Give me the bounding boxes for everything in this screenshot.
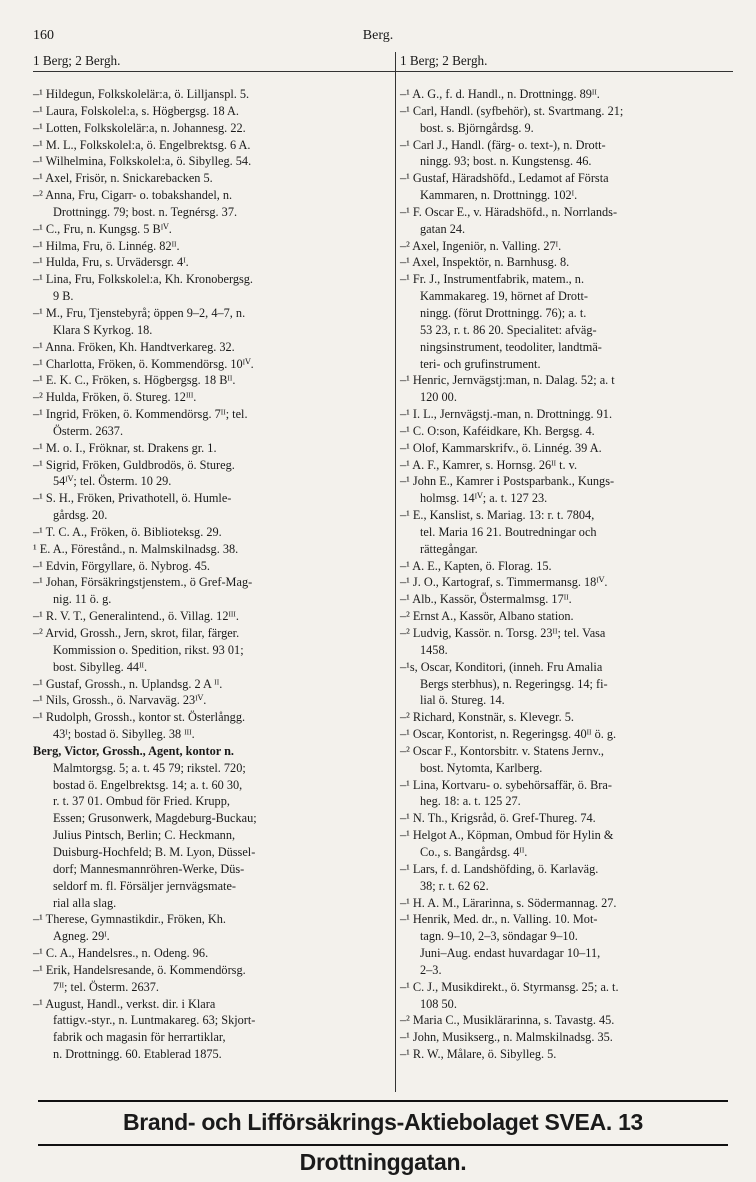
directory-line: –¹ Henrik, Med. dr., n. Valling. 10. Mot-: [400, 912, 598, 927]
directory-line: –² Ernst A., Kassör, Albano station.: [400, 609, 574, 624]
directory-line: –¹ A. E., Kapten, ö. Florag. 15.: [400, 558, 552, 573]
directory-line: 54ᴵⱽ; tel. Österm. 10 29.: [53, 474, 172, 489]
directory-line: 1458.: [420, 642, 448, 657]
directory-line: gårdsg. 20.: [53, 508, 108, 523]
directory-line: –¹ C. A., Handelsres., n. Odeng. 96.: [33, 946, 209, 961]
directory-line: ningg. 93; bost. n. Kungstensg. 46.: [420, 154, 592, 169]
directory-line: 53 23, r. t. 86 20. Specialitet: afväg-: [420, 322, 597, 337]
directory-line: dorf; Mannesmannröhren-Werke, Düs-: [53, 861, 245, 876]
directory-line: tel. Maria 16 21. Boutredningar och: [420, 524, 597, 539]
footer-advertisement: Brand- och Lifförsäkrings-Aktiebolaget SVEA. 13 Drottninggatan.: [38, 1100, 728, 1146]
directory-line: bostad ö. Engelbrektsg. 14; a. t. 60 30,: [53, 777, 243, 792]
directory-line: –¹ Lina, Fru, Folkskolel:a, Kh. Kronobergsg.: [33, 272, 254, 287]
directory-line: 43ᴵ; bostad ö. Sibylleg. 38 ᴵᴵᴵ.: [53, 727, 195, 742]
directory-line: Kammaren, n. Drottningg. 102ᴵ.: [420, 188, 578, 203]
directory-line: –¹ Nils, Grossh., ö. Narvaväg. 23ᴵⱽ.: [33, 693, 207, 708]
directory-line: –¹ C. O:son, Kaféidkare, Kh. Bergsg. 4.: [400, 423, 595, 438]
directory-line: –¹ Lina, Kortvaru- o. sybehörsaffär, ö. Bra-: [400, 777, 612, 792]
directory-line: –² Richard, Konstnär, s. Klevegr. 5.: [400, 710, 574, 725]
directory-line: Bergs sterbhus), n. Regeringsg. 14; fi-: [420, 676, 608, 691]
directory-line: –¹ Erik, Handelsresande, ö. Kommendörsg.: [33, 962, 246, 977]
directory-line: 9 B.: [53, 289, 74, 304]
directory-line: –¹ E., Kanslist, s. Mariag. 13: r. t. 7804,: [400, 508, 595, 523]
directory-line: –¹ Therese, Gymnastikdir., Fröken, Kh.: [33, 912, 227, 927]
directory-line: rial alla slag.: [53, 895, 117, 910]
directory-line: n. Drottningg. 60. Etablerad 1875.: [53, 1047, 222, 1062]
running-head: Berg.: [362, 28, 394, 43]
directory-line: bost. Nytomta, Karlberg.: [420, 760, 543, 775]
directory-line: Österm. 2637.: [53, 423, 124, 438]
right-column-head: 1 Berg; 2 Bergh.: [400, 53, 488, 68]
directory-line: –¹ Sigrid, Fröken, Guldbrodös, ö. Stureg.: [33, 457, 235, 472]
directory-line: tagn. 9–10, 2–3, söndagar 9–10.: [420, 929, 578, 944]
left-column: [33, 86, 390, 1063]
directory-line: fattigv.-styr., n. Luntmakareg. 63; Skjort-: [53, 1013, 256, 1028]
directory-line: nig. 11 ö. g.: [53, 592, 112, 607]
directory-line: –¹ Hildegun, Folkskolelär:a, ö. Lilljanspl. 5.: [33, 87, 250, 101]
directory-line: –² Oscar F., Kontorsbitr. v. Statens Jernv.,: [400, 743, 604, 758]
directory-line: –¹ S. H., Fröken, Privathotell, ö. Humle-: [33, 491, 232, 506]
directory-line: –¹ Axel, Inspektör, n. Barnhusg. 8.: [400, 255, 570, 270]
directory-line: –¹ Alb., Kassör, Östermalmsg. 17ᴵᴵ.: [400, 592, 572, 607]
directory-line: –¹ C. J., Musikdirekt., ö. Styrmansg. 25; a. t.: [400, 979, 619, 994]
directory-line: Co., s. Bangårdsg. 4ᴵᴵ.: [420, 844, 528, 859]
directory-line: Drottningg. 79; bost. n. Tegnérsg. 37.: [53, 204, 238, 219]
directory-line: r. t. 37 01. Ombud för Fried. Krupp,: [53, 794, 230, 809]
directory-line: –¹ H. A. M., Lärarinna, s. Södermannag. 27.: [400, 895, 617, 910]
left-column-head: 1 Berg; 2 Bergh.: [33, 53, 121, 68]
directory-line: –² Hulda, Fröken, ö. Stureg. 12ᴵᴵᴵ.: [33, 390, 197, 405]
directory-line: Klara S Kyrkog. 18.: [53, 322, 153, 337]
directory-line: –¹ Carl, Handl. (syfbehör), st. Svartmang. 21;: [400, 103, 624, 118]
directory-line: –¹ Wilhelmina, Folkskolel:a, ö. Sibylleg. 54.: [33, 154, 252, 169]
directory-line: bost. Sibylleg. 44ᴵᴵ.: [53, 659, 148, 674]
directory-line: –¹ Anna. Fröken, Kh. Handtverkareg. 32.: [33, 339, 235, 354]
directory-line: Malmtorgsg. 5; a. t. 45 79; rikstel. 720;: [53, 760, 246, 775]
directory-line: seldorf m. fl. Försäljer jernvägsmate-: [53, 878, 237, 893]
directory-line: –¹ T. C. A., Fröken, ö. Biblioteksg. 29.: [33, 524, 222, 539]
directory-line: –¹ C., Fru, n. Kungsg. 5 Bᴵⱽ.: [33, 221, 172, 236]
directory-line: –¹ Johan, Försäkringstjenstem., ö Gref-Mag-: [33, 575, 253, 590]
directory-line: –¹s, Oscar, Konditori, (inneh. Fru Amalia: [400, 659, 603, 674]
directory-line: 120 00.: [420, 390, 457, 405]
directory-line: –¹ N. Th., Krigsråd, ö. Gref-Thureg. 74.: [400, 811, 596, 826]
directory-line: –¹ M. o. I., Fröknar, st. Drakens gr. 1.: [33, 440, 217, 455]
directory-line: Berg, Victor, Grossh., Agent, kontor n.: [33, 743, 234, 758]
directory-line: –¹ Lars, f. d. Landshöfding, ö. Karlaväg.: [400, 861, 599, 876]
directory-line: holmsg. 14ᴵⱽ; a. t. 127 23.: [420, 491, 548, 506]
page-number: 160: [33, 28, 54, 43]
directory-line: Julius Pintsch, Berlin; C. Heckmann,: [53, 828, 236, 843]
directory-line: –¹ Charlotta, Fröken, ö. Kommendörsg. 10ᴵⱽ.: [33, 356, 254, 371]
directory-line: 7ᴵᴵ; tel. Österm. 2637.: [53, 979, 160, 994]
directory-line: Agneg. 29ᴵ.: [53, 929, 110, 944]
directory-line: teri- och grufinstrument.: [420, 356, 541, 371]
directory-line: lial ö. Stureg. 14.: [420, 693, 505, 708]
directory-line: –¹ Rudolph, Grossh., kontor st. Österlångg.: [33, 710, 246, 725]
directory-line: –¹ John E., Kamrer i Postsparbank., Kungs-: [400, 474, 615, 489]
directory-line: Kommission o. Spedition, rikst. 93 01;: [53, 642, 244, 657]
directory-line: –¹ Henric, Jernvägstj:man, n. Dalag. 52; a. t: [400, 373, 615, 388]
right-column: [400, 86, 740, 1063]
directory-line: Essen; Grusonwerk, Magdeburg-Buckau;: [53, 811, 257, 826]
directory-line: –¹ M., Fru, Tjenstebyrå; öppen 9–2, 4–7, n.: [33, 305, 246, 320]
directory-line: –² Axel, Ingeniör, n. Valling. 27ᴵ.: [400, 238, 562, 253]
directory-line: –¹ Helgot A., Köpman, Ombud för Hylin &: [400, 828, 614, 843]
directory-line: –¹ E. K. C., Fröken, s. Högbergsg. 18 Bᴵᴵ.: [33, 373, 236, 388]
directory-line: –¹ Lotten, Folkskolelär:a, n. Johannesg. 22.: [33, 120, 246, 135]
directory-line: –¹ I. L., Jernvägstj.-man, n. Drottningg. 91.: [400, 407, 613, 422]
directory-line: –¹ A. G., f. d. Handl., n. Drottningg. 89ᴵᴵ.: [400, 87, 600, 101]
directory-line: –¹ R. W., Målare, ö. Sibylleg. 5.: [400, 1047, 557, 1062]
directory-line: –¹ Ingrid, Fröken, ö. Kommendörsg. 7ᴵᴵ; tel.: [33, 407, 248, 422]
directory-line: –¹ F. Oscar E., v. Häradshöfd., n. Norrlands-: [400, 204, 618, 219]
directory-line: –¹ A. F., Kamrer, s. Hornsg. 26ᴵᴵ t. v.: [400, 457, 578, 472]
directory-line: –¹ Laura, Folskolel:a, s. Högbergsg. 18 A.: [33, 103, 239, 118]
directory-line: –¹ J. O., Kartograf, s. Timmermansg. 18ᴵⱽ.: [400, 575, 608, 590]
header-rule: [33, 71, 733, 72]
directory-line: –¹ M. L., Folkskolel:a, ö. Engelbrektsg. 6 A.: [33, 137, 251, 152]
directory-line: –² Anna, Fru, Cigarr- o. tobakshandel, n.: [33, 188, 233, 203]
directory-line: –¹ Axel, Frisör, n. Snickarebacken 5.: [33, 171, 213, 186]
column-divider: [395, 52, 396, 1092]
directory-line: 38; r. t. 62 62.: [420, 878, 489, 893]
directory-line: –² Arvid, Grossh., Jern, skrot, filar, färger.: [33, 626, 240, 640]
directory-line: fabrik och magasin för herrartiklar,: [53, 1030, 226, 1045]
directory-line: –¹ Fr. J., Instrumentfabrik, matem., n.: [400, 272, 585, 287]
directory-line: Juni–Aug. endast huvardagar 10–11,: [420, 946, 601, 961]
directory-line: ningg. (förut Drottningg. 76); a. t.: [420, 305, 587, 320]
directory-line: Kammakareg. 19, hörnet af Drott-: [420, 289, 588, 304]
directory-line: Duisburg-Hochfeld; B. M. Lyon, Düssel-: [53, 844, 256, 859]
directory-line: –¹ Hilma, Fru, ö. Linnég. 82ᴵᴵ.: [33, 238, 180, 253]
directory-line: heg. 18: a. t. 125 27.: [420, 794, 521, 809]
directory-line: –¹ Oscar, Kontorist, n. Regeringsg. 40ᴵᴵ ö. g.: [400, 727, 617, 742]
directory-line: gatan 24.: [420, 221, 466, 236]
directory-line: –¹ Edvin, Förgyllare, ö. Nybrog. 45.: [33, 558, 210, 573]
directory-line: –¹ R. V. T., Generalintend., ö. Villag. 12ᴵᴵᴵ.: [33, 609, 239, 624]
directory-line: 108 50.: [420, 996, 457, 1011]
directory-line: –¹ August, Handl., verkst. dir. i Klara: [33, 996, 216, 1011]
directory-line: –² Ludvig, Kassör. n. Torsg. 23ᴵᴵ; tel. Vasa: [400, 626, 606, 640]
directory-line: –¹ Gustaf, Grossh., n. Uplandsg. 2 A ᴵᴵ.: [33, 676, 223, 691]
directory-line: –¹ Carl J., Handl. (färg- o. text-), n. Drott-: [400, 137, 606, 152]
directory-line: –¹ Olof, Kammarskrifv., ö. Linnég. 39 A.: [400, 440, 602, 455]
directory-line: –¹ Hulda, Fru, s. Urvädersgr. 4ᴵ.: [33, 255, 189, 270]
directory-line: –¹ John, Musikserg., n. Malmskilnadsg. 35.: [400, 1030, 613, 1045]
directory-line: –¹ Gustaf, Häradshöfd., Ledamot af Första: [400, 171, 609, 186]
directory-line: rättegångar.: [420, 541, 478, 556]
directory-line: bost. s. Björngårdsg. 9.: [420, 120, 534, 135]
directory-line: ningsinstrument, teodoliter, landtmä-: [420, 339, 602, 354]
directory-line: ¹ E. A., Förestånd., n. Malmskilnadsg. 38.: [33, 541, 239, 556]
directory-line: 2–3.: [420, 962, 442, 977]
directory-line: –² Maria C., Musiklärarinna, s. Tavastg. 45.: [400, 1013, 615, 1028]
